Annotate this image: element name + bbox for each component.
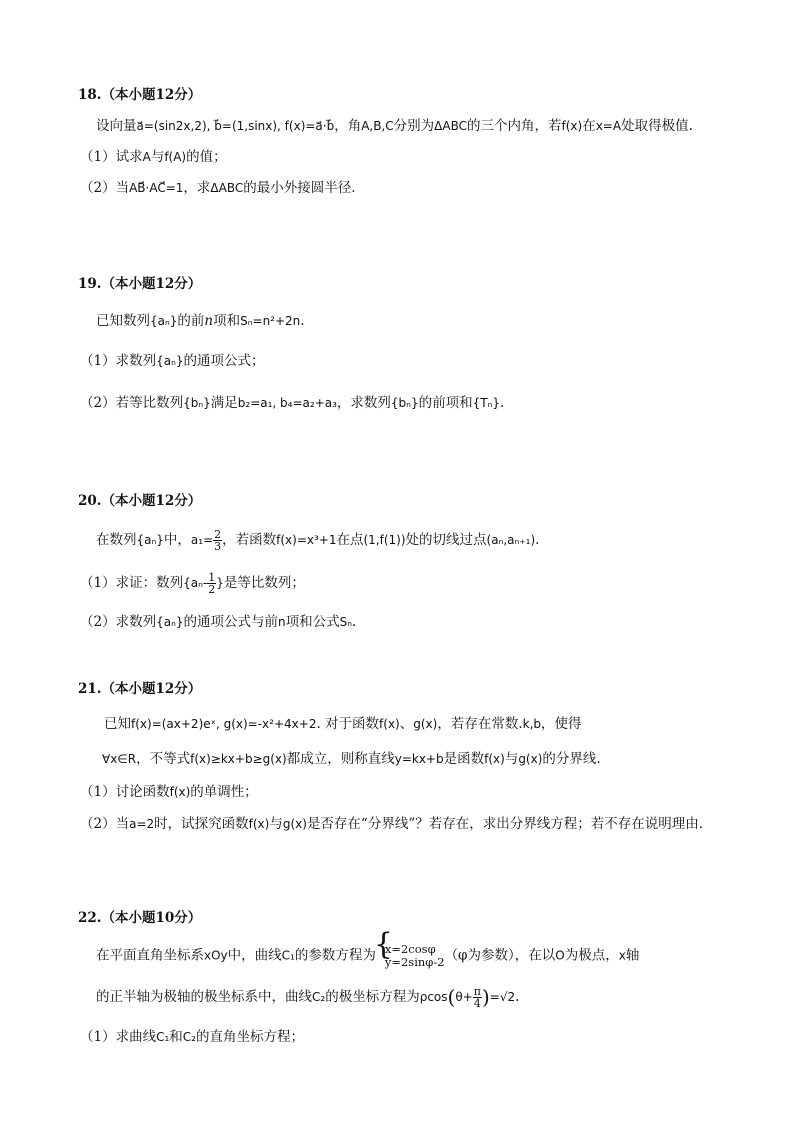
text: 的前 xyxy=(177,313,205,329)
text: 处取得极值. xyxy=(621,118,693,134)
text: ，使得 xyxy=(541,716,582,732)
text: 的正半轴为极轴的极坐标系中，曲线 xyxy=(96,989,312,1005)
text: 的单调性； xyxy=(190,784,258,800)
text: 与 xyxy=(269,816,283,832)
text: 的极坐标方程为 xyxy=(325,989,420,1005)
gx: g(x) xyxy=(518,752,543,766)
q19-stem xyxy=(96,309,305,329)
text: （1）求证：数列 xyxy=(80,575,184,591)
x-axis: x xyxy=(618,948,626,963)
text: 的分界线. xyxy=(542,751,601,767)
text: 的直角坐标方程； xyxy=(196,1029,304,1045)
text: 的通项公式； xyxy=(183,353,265,369)
fraction xyxy=(207,572,216,595)
denominator: 4 xyxy=(473,997,481,1010)
text: （2）当 xyxy=(80,816,130,832)
seq-b: {bₙ} xyxy=(390,396,419,410)
fa: f(A) xyxy=(164,150,187,164)
text: 在数列 xyxy=(96,532,137,548)
q21-title: 21.（本小题12分） xyxy=(78,681,202,697)
seq-open: {aₙ- xyxy=(183,576,208,590)
rho-cos: ρcos xyxy=(419,990,448,1004)
text: （2）当 xyxy=(80,180,130,196)
text: （φ为参数），在以 xyxy=(444,947,556,964)
text: 处的切线过点 xyxy=(405,532,487,548)
curve-c1: C₁ xyxy=(281,948,295,963)
numerator: 2 xyxy=(214,528,222,541)
vector-expr: a⃗=(sin2x,2), b⃗=(1,sinx), f(x)=a⃗·b⃗ xyxy=(136,119,335,133)
text: 、 xyxy=(399,716,414,732)
text: 满足 xyxy=(210,395,238,411)
text: （1）求数列 xyxy=(80,353,157,369)
text: . xyxy=(300,313,305,329)
text: 在平面直角坐标系 xyxy=(96,947,204,964)
q19-part1 xyxy=(80,349,265,369)
var-n: n xyxy=(278,615,286,629)
q21-stem xyxy=(104,712,582,732)
curve-c1: C₁ xyxy=(156,1030,170,1044)
text: （1）讨论函数 xyxy=(80,784,170,800)
seq-close: } xyxy=(216,576,224,590)
equals-sqrt2: =√2 xyxy=(489,990,516,1004)
inequality: f(x)≥kx+b≥g(x) xyxy=(190,752,287,766)
paren-close: ) xyxy=(481,985,490,1009)
text: 与 xyxy=(150,149,165,165)
text: ，求 xyxy=(183,180,211,196)
seq-a: {aₙ} xyxy=(136,533,164,547)
fx: f(x) xyxy=(248,817,270,831)
functions: f(x)=(ax+2)eˣ, g(x)=-x²+4x+2 xyxy=(131,717,317,731)
text: ，角 xyxy=(334,118,362,134)
sum: Sₙ xyxy=(339,615,353,629)
text: 中， xyxy=(163,532,191,548)
sum-formula: Sₙ=n²+2n xyxy=(240,314,301,328)
text: 和 xyxy=(169,1029,183,1045)
theta: θ+ xyxy=(455,990,473,1004)
text: 项和公式 xyxy=(285,614,340,630)
paren-open: ( xyxy=(447,985,456,1009)
text: . xyxy=(535,532,540,548)
text: 的最小外接圆半径. xyxy=(243,180,356,196)
function: f(x)=x³+1 xyxy=(276,533,337,547)
curve-c2: C₂ xyxy=(182,1030,196,1044)
constants: k,b xyxy=(522,717,542,731)
q20-part1 xyxy=(80,571,305,595)
q20-title: 20.（本小题12分） xyxy=(78,493,202,509)
text: （2）求数列 xyxy=(80,614,157,630)
q22-stem xyxy=(96,943,639,969)
text: 分别为 xyxy=(393,118,435,134)
text: . 对于函数 xyxy=(316,716,380,732)
text: 是否存在“分界线”？若存在，求出分界线方程；若不存在说明理由. xyxy=(306,816,704,832)
q20-stem xyxy=(96,528,539,552)
point: (1,f(1)) xyxy=(363,533,406,547)
q18-title: 18.（本小题12分） xyxy=(78,87,202,103)
text: （1）试求 xyxy=(80,149,143,165)
q18-part1 xyxy=(80,145,227,165)
text: 与 xyxy=(504,751,519,767)
q18-stem xyxy=(96,114,693,134)
text: 已知数列 xyxy=(96,313,150,329)
text: 在 xyxy=(582,118,596,134)
text: . xyxy=(515,989,520,1005)
text: 在点 xyxy=(336,532,364,548)
text: 是等比数列； xyxy=(223,575,305,591)
text: 的三个内角，若 xyxy=(467,118,562,134)
text: 是函数 xyxy=(443,751,485,767)
text: 轴 xyxy=(625,947,640,964)
numerator: π xyxy=(473,985,481,998)
text: 中，曲线 xyxy=(227,947,282,964)
text: 的通项公式与前 xyxy=(183,614,278,630)
q22-title: 22.（本小题10分） xyxy=(78,910,202,926)
q18-part2 xyxy=(80,176,356,196)
text: 的值； xyxy=(186,149,227,165)
q20-part2 xyxy=(80,610,356,630)
text: 的前项和 xyxy=(418,395,473,411)
text: 时，试探究函数 xyxy=(154,816,249,832)
origin: O xyxy=(555,948,565,963)
seq-b: {bₙ} xyxy=(183,396,211,410)
angles: A,B,C xyxy=(361,119,394,133)
seq-t: {Tₙ} xyxy=(472,396,500,410)
text: （1）求曲线 xyxy=(80,1029,157,1045)
q19-part2 xyxy=(80,391,504,411)
text: （2）若等比数列 xyxy=(80,395,184,411)
fx: f(x) xyxy=(561,119,583,133)
sys-x: { x=2cosφ xyxy=(384,942,436,956)
denominator: 2 xyxy=(208,583,216,596)
var-n: n xyxy=(204,313,214,329)
text: . xyxy=(499,395,505,411)
forall: ∀x∈R xyxy=(102,752,137,766)
var-a: A xyxy=(142,150,151,164)
text: ，若函数 xyxy=(222,532,277,548)
text: ，若存在常数. xyxy=(437,716,523,732)
fx: f(x) xyxy=(484,752,505,766)
text: 项和 xyxy=(213,313,241,329)
text: 的参数方程为 xyxy=(294,947,376,964)
triangle: ΔABC xyxy=(210,181,244,195)
parametric-system xyxy=(376,943,445,969)
fx: f(x) xyxy=(379,717,400,731)
conditions: b₂=a₁, b₄=a₂+a₃ xyxy=(237,396,337,410)
sys-y: y=2sinφ-2 xyxy=(384,955,445,969)
text: ，求数列 xyxy=(336,395,391,411)
seq-a: {aₙ} xyxy=(156,615,184,629)
q22-part1 xyxy=(80,1025,304,1045)
triangle: ΔABC xyxy=(434,119,467,133)
text: 为极点， xyxy=(564,947,619,964)
gx: g(x) xyxy=(282,817,307,831)
gx: g(x) xyxy=(413,717,438,731)
seq-a: {aₙ} xyxy=(150,314,178,328)
q21-part1 xyxy=(80,780,258,800)
fx: f(x) xyxy=(169,785,191,799)
x-eq-a: x=A xyxy=(595,119,622,133)
q19-title: 19.（本小题12分） xyxy=(78,276,202,292)
dot-product: AB⃗·AC⃗=1 xyxy=(129,181,184,195)
q22-stem-line2 xyxy=(96,985,519,1009)
a1: a₁= xyxy=(190,533,214,547)
text: 设向量 xyxy=(96,118,137,134)
numerator: 1 xyxy=(208,571,216,584)
seq-a: {aₙ} xyxy=(156,354,184,368)
q21-stem-line2 xyxy=(102,747,601,767)
fraction xyxy=(213,529,222,552)
denominator: 3 xyxy=(214,540,222,553)
text: 已知 xyxy=(104,716,131,732)
q21-part2 xyxy=(80,812,703,832)
fraction xyxy=(473,986,482,1009)
text: . xyxy=(352,614,357,630)
xoy: xOy xyxy=(204,948,228,963)
curve-c2: C₂ xyxy=(312,990,326,1004)
point: (aₙ,aₙ₊₁) xyxy=(486,533,536,547)
text: ，不等式 xyxy=(136,751,191,767)
line-eq: y=kx+b xyxy=(394,752,444,766)
text: 都成立，则称直线 xyxy=(286,751,395,767)
a-value: a=2 xyxy=(129,817,155,831)
